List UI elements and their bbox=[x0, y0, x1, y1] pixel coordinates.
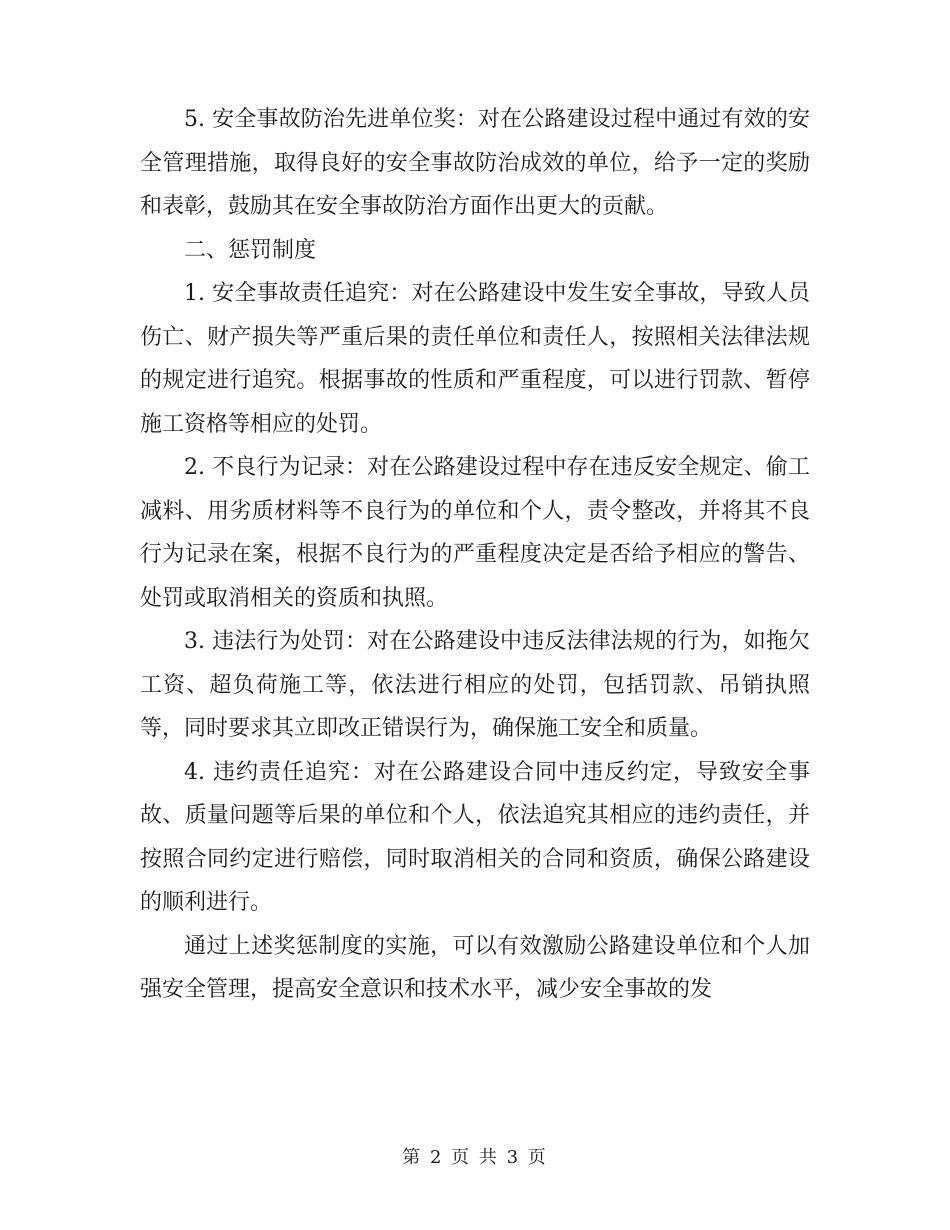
section-heading-penalty: 二、惩罚制度 bbox=[184, 237, 317, 263]
paragraph-conclusion: 通过上述奖惩制度的实施，可以有效激励公路建设单位和个人加强安全管理，提高安全意识和技术水平，减少安全事故的发 bbox=[140, 933, 810, 1002]
paragraph-penalty-3: 3. 违法行为处罚：对在公路建设中违反法律法规的行为，如拖欠工资、超负荷施工等，依法进行相应的处罚，包括罚款、吊销执照等，同时要求其立即改正错误行为，确保施工安全和质量。 bbox=[140, 629, 810, 741]
page-body bbox=[140, 98, 810, 1012]
paragraph-award-5: 5. 安全事故防治先进单位奖：对在公路建设过程中通过有效的安全管理措施，取得良好的安全事故防治成效的单位，给予一定的奖励和表彰，鼓励其在安全事故防治方面作出更大的贡献。 bbox=[140, 107, 810, 219]
paragraph-penalty-4: 4. 违约责任追究：对在公路建设合同中违反约定，导致安全事故、质量问题等后果的单位和个人，依法追究其相应的违约责任，并按照合同约定进行赔偿，同时取消相关的合同和资质，确保公路建设的顺利进行。 bbox=[140, 759, 810, 915]
paragraph-penalty-2: 2. 不良行为记录：对在公路建设过程中存在违反安全规定、偷工减料、用劣质材料等不良行为的单位和个人，责令整改，并将其不良行为记录在案，根据不良行为的严重程度决定是否给予相应的警告、处罚或取消相关的资质和执照。 bbox=[140, 455, 810, 611]
page-number-footer: 第 2 页 共 3 页 bbox=[402, 1147, 548, 1168]
paragraph-penalty-1: 1. 安全事故责任追究：对在公路建设中发生安全事故，导致人员伤亡、财产损失等严重后果的责任单位和责任人，按照相关法律法规的规定进行追究。根据事故的性质和严重程度，可以进行罚款、暂停施工资格等相应的处罚。 bbox=[140, 281, 810, 437]
